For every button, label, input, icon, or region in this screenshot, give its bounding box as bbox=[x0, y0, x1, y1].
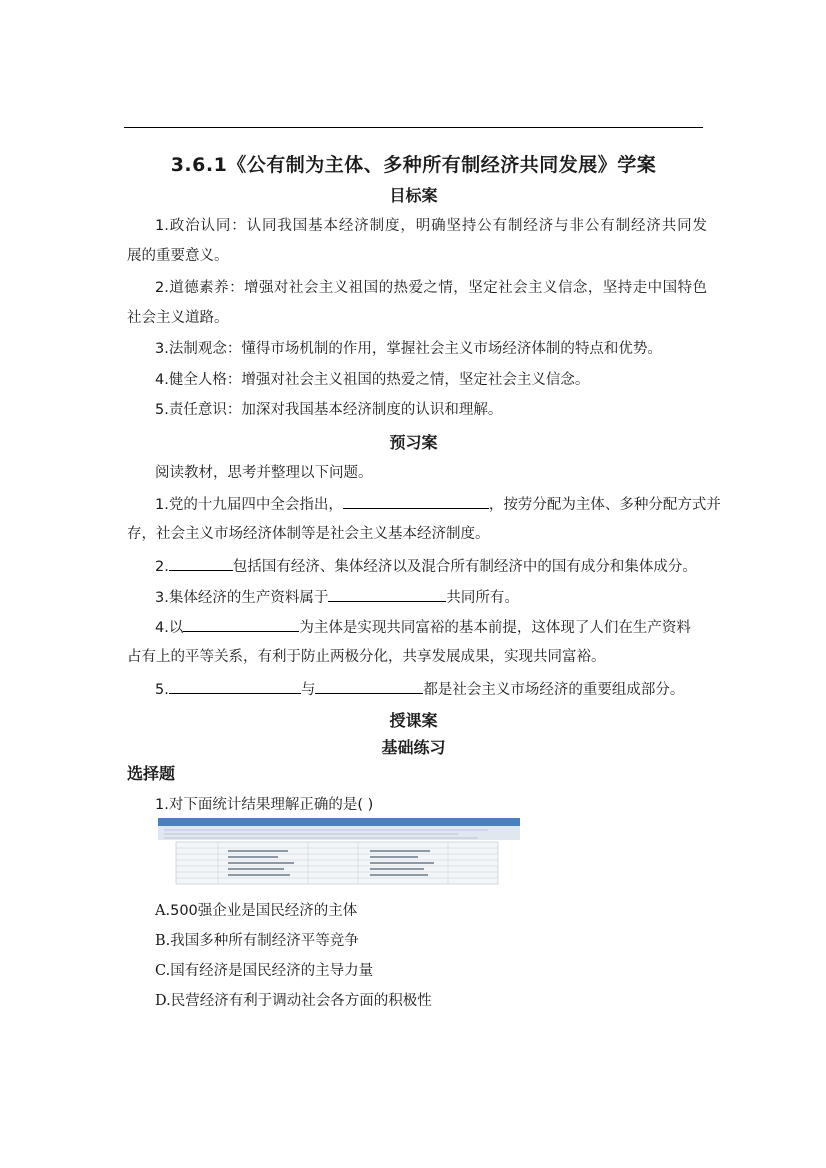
q5-text-c: 都是社会主义市场经济的重要组成部分。 bbox=[423, 682, 685, 698]
option-c[interactable] bbox=[155, 961, 707, 981]
top-rule bbox=[124, 127, 703, 128]
q1-blank[interactable] bbox=[343, 494, 489, 509]
preview-heading: 预习案 bbox=[389, 433, 438, 452]
q4-blank[interactable] bbox=[183, 617, 299, 632]
option-b[interactable] bbox=[155, 931, 707, 951]
preview-q1-line-2: 存，社会主义市场经济体制等是社会主义基本经济制度。 bbox=[127, 526, 490, 542]
preview-q1-line-1 bbox=[155, 494, 721, 515]
q2-text-a: 2. bbox=[155, 559, 169, 575]
option-c-text: 国有经济是国民经济的主导力量 bbox=[170, 963, 374, 979]
option-a-text: 500强企业是国民经济的主体 bbox=[170, 903, 358, 919]
preview-q5 bbox=[155, 679, 707, 700]
q5-blank-1[interactable] bbox=[169, 679, 301, 694]
goal-1-line-1: 1.政治认同：认同我国基本经济制度，明确坚持公有制经济与非公有制经济共同发 bbox=[155, 218, 707, 234]
section-title: 选择题 bbox=[127, 764, 176, 783]
option-d-text: 民营经济有利于调动社会各方面的积极性 bbox=[170, 993, 432, 1009]
preview-q3 bbox=[155, 587, 707, 608]
preview-q2 bbox=[155, 556, 707, 577]
preview-q4-line-2: 占有上的平等关系，有利于防止两极分化，共享发展成果，实现共同富裕。 bbox=[127, 649, 606, 665]
option-b-text: 我国多种所有制经济平等竞争 bbox=[170, 933, 359, 949]
goal-3: 3.法制观念：懂得市场机制的作用，掌握社会主义市场经济体制的特点和优势。 bbox=[155, 341, 662, 357]
page-title: 3.6.1《公有制为主体、多种所有制经济共同发展》学案 bbox=[170, 154, 657, 176]
q4-text-b: 为主体是实现共同富裕的基本前提，这体现了人们在生产资料 bbox=[299, 620, 691, 636]
lesson-heading: 授课案 bbox=[389, 711, 438, 730]
q3-text-b: 共同所有。 bbox=[446, 590, 519, 606]
question-1: 1.对下面统计结果理解正确的是( ) bbox=[155, 797, 374, 813]
figure-table bbox=[176, 842, 498, 884]
goal-1-line-2: 展的重要意义。 bbox=[127, 248, 229, 264]
preview-intro: 阅读教材，思考并整理以下问题。 bbox=[155, 465, 373, 481]
option-d[interactable] bbox=[155, 991, 707, 1011]
q3-text-a: 3.集体经济的生产资料属于 bbox=[155, 590, 329, 606]
goal-2-line-2: 社会主义道路。 bbox=[127, 310, 229, 326]
q4-text-a: 4.以 bbox=[155, 620, 184, 636]
q1-text-a: 1.党的十九届四中全会指出， bbox=[155, 497, 343, 513]
q1-text-b: ，按劳分配为主体、多种分配方式并 bbox=[488, 497, 721, 513]
goal-4: 4.健全人格：增强对社会主义祖国的热爱之情，坚定社会主义信念。 bbox=[155, 372, 590, 388]
goal-5: 5.责任意识：加深对我国基本经济制度的认识和理解。 bbox=[155, 402, 503, 418]
q3-blank[interactable] bbox=[328, 587, 446, 602]
lesson-subheading: 基础练习 bbox=[381, 738, 446, 757]
q5-blank-2[interactable] bbox=[315, 679, 423, 694]
option-a-letter: A. bbox=[155, 903, 171, 919]
option-d-letter: D. bbox=[155, 993, 171, 1009]
q5-text-b: 与 bbox=[300, 682, 316, 698]
goal-2-line-1: 2.道德素养：增强对社会主义祖国的热爱之情，坚定社会主义信念，坚持走中国特色 bbox=[155, 280, 707, 296]
q2-blank[interactable] bbox=[169, 556, 233, 571]
preview-q4-line-1 bbox=[155, 617, 707, 638]
option-c-letter: C. bbox=[155, 963, 171, 979]
option-b-letter: B. bbox=[155, 933, 171, 949]
statistics-table-image bbox=[158, 818, 520, 886]
q5-text-a: 5. bbox=[155, 682, 169, 698]
q2-text-b: 包括国有经济、集体经济以及混合所有制经济中的国有成分和集体成分。 bbox=[232, 559, 697, 575]
option-a[interactable] bbox=[155, 901, 707, 921]
figure-header-bar bbox=[158, 818, 520, 826]
goals-heading: 目标案 bbox=[389, 186, 438, 205]
